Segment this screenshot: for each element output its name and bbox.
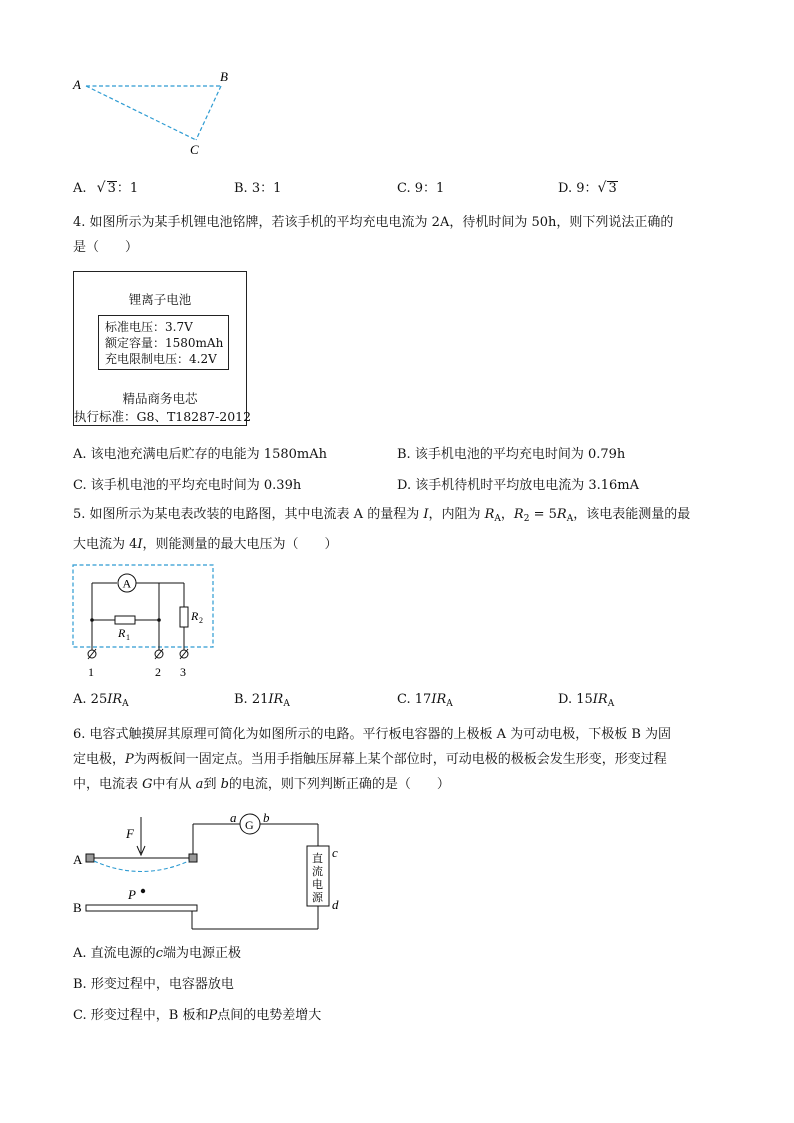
- nameplate-standard: 执行标准：G8、T18287-2012: [74, 409, 252, 424]
- option-text: 9：1: [414, 181, 445, 196]
- option-letter: C.: [73, 1008, 87, 1023]
- q5-option-b[interactable]: B. $21IR_A$: [234, 692, 290, 709]
- point-p-label: P: [128, 887, 136, 902]
- spec-charge-limit: 充电限制电压：4.2V: [105, 352, 217, 366]
- terminal-d-label: d: [332, 897, 339, 912]
- q5-option-c[interactable]: C. $17IR_A$: [397, 692, 453, 709]
- option-letter: D.: [558, 181, 573, 196]
- q3-option-d[interactable]: D. 9：√ 3: [558, 180, 617, 196]
- option-letter: C.: [397, 692, 411, 707]
- option-letter: B.: [234, 692, 248, 707]
- terminal-c-label: c: [332, 845, 338, 860]
- source-char-4: 源: [312, 892, 323, 904]
- vertex-a-label: A: [73, 77, 81, 92]
- vertex-b-label: B: [220, 69, 228, 84]
- option-text: 该手机电池的平均充电时间为 0.39h: [90, 478, 302, 493]
- q4-stem: [73, 210, 723, 260]
- q4-stem-line1: 4. 如图所示为某手机锂电池铭牌，若该手机的平均充电电流为 2A，待机时间为 50h，则下列说法正确的: [73, 215, 674, 230]
- q3-option-a[interactable]: A. √ 3：1: [73, 180, 139, 196]
- option-letter: B.: [234, 181, 248, 196]
- plate-a-label: A: [73, 852, 83, 867]
- q5-stem-line1: 5. 如图所示为某电表改装的电路图，其中电流表 A 的量程为 I，内阻为 $R_A$，$R_2 = 5R_A$，该电表能测量的最: [73, 507, 691, 524]
- option-letter: A.: [73, 181, 87, 196]
- r1-subscript: 1: [126, 633, 130, 642]
- option-text: 3：1: [251, 181, 282, 196]
- terminal-3-label: 3: [180, 665, 186, 679]
- option-letter: D.: [558, 692, 573, 707]
- nameplate-title: 锂离子电池: [128, 292, 192, 307]
- battery-nameplate: [73, 271, 252, 426]
- q4-option-c[interactable]: [73, 474, 301, 493]
- q4-option-b[interactable]: [397, 443, 625, 462]
- option-letter: C.: [397, 181, 411, 196]
- q4-option-a[interactable]: [73, 443, 327, 462]
- option-letter: D.: [397, 478, 412, 493]
- option-text: 该电池充满电后贮存的电能为 1580mAh: [90, 447, 327, 462]
- q6-stem: [73, 722, 723, 797]
- option-letter: B.: [73, 977, 87, 992]
- option-text: 该手机待机时平均放电电流为 3.16mA: [415, 478, 640, 493]
- q3-option-b[interactable]: [234, 177, 281, 196]
- terminal-1-label: 1: [88, 665, 94, 679]
- option-letter: C.: [73, 478, 87, 493]
- r2-subscript: 2: [199, 616, 203, 625]
- q3-option-c[interactable]: [397, 177, 444, 196]
- q6-option-a[interactable]: A. 直流电源的c端为电源正极: [73, 946, 241, 961]
- ammeter-circuit-figure: [72, 564, 218, 682]
- q6-stem-line2: 定电极，P为两板间一固定点。当用手指触压屏幕上某个部位时，可动电极的极板会发生形变，形变过程: [73, 752, 667, 767]
- option-text: 该手机电池的平均充电时间为 0.79h: [414, 447, 626, 462]
- option-letter: A.: [73, 447, 87, 462]
- q5-option-a[interactable]: A. $25IR_A$: [73, 692, 129, 709]
- q6-stem-line1: 6. 电容式触摸屏其原理可简化为如图所示的电路。平行板电容器的上极板 A 为可动电极，下极板 B 为固: [73, 727, 672, 742]
- terminal-a-label: a: [230, 812, 237, 825]
- q5-stem: [73, 502, 723, 557]
- option-letter: B.: [397, 447, 411, 462]
- spec-capacity: 额定容量：1580mAh: [105, 336, 224, 350]
- plate-b-label: B: [73, 900, 82, 915]
- source-char-2: 流: [312, 866, 323, 878]
- source-char-3: 电: [312, 879, 323, 891]
- nameplate-spec-box: [98, 315, 229, 370]
- ammeter-label: A: [122, 576, 132, 591]
- sqrt-value: 3: [107, 181, 116, 196]
- terminal-2-label: 2: [155, 665, 161, 679]
- vertex-c-label: C: [190, 142, 199, 157]
- sqrt-value: 3: [608, 181, 617, 196]
- triangle-figure: [70, 66, 240, 162]
- option-letter: A.: [73, 692, 87, 707]
- q4-stem-line2: 是（ ）: [73, 240, 139, 255]
- source-char-1: 直: [312, 853, 323, 865]
- q6-stem-line3: 中，电流表 G中有从 a到 b的电流，则下列判断正确的是（ ）: [73, 777, 450, 792]
- r1-label: R: [118, 626, 126, 640]
- r2-label: R: [191, 609, 199, 623]
- spec-voltage: 标准电压：3.7V: [105, 320, 193, 334]
- terminal-b-label: b: [263, 812, 270, 825]
- q6-option-c[interactable]: C. 形变过程中，B 板和P点间的电势差增大: [73, 1008, 322, 1023]
- option-letter: A.: [73, 946, 87, 961]
- ratio-text: ：1: [116, 181, 139, 196]
- q5-option-d[interactable]: D. $15IR_A$: [558, 692, 615, 709]
- q6-option-b[interactable]: B. 形变过程中，电容器放电: [73, 977, 234, 992]
- galvanometer-label: G: [245, 818, 254, 832]
- force-label: F: [126, 826, 134, 841]
- nameplate-brand: 精品商务电芯: [122, 391, 198, 406]
- ratio-prefix: 9：: [576, 181, 598, 196]
- q4-option-d[interactable]: [397, 474, 639, 493]
- q5-stem-line2: 大电流为 4I，则能测量的最大电压为（ ）: [73, 537, 338, 552]
- capacitor-circuit-figure: [70, 812, 360, 934]
